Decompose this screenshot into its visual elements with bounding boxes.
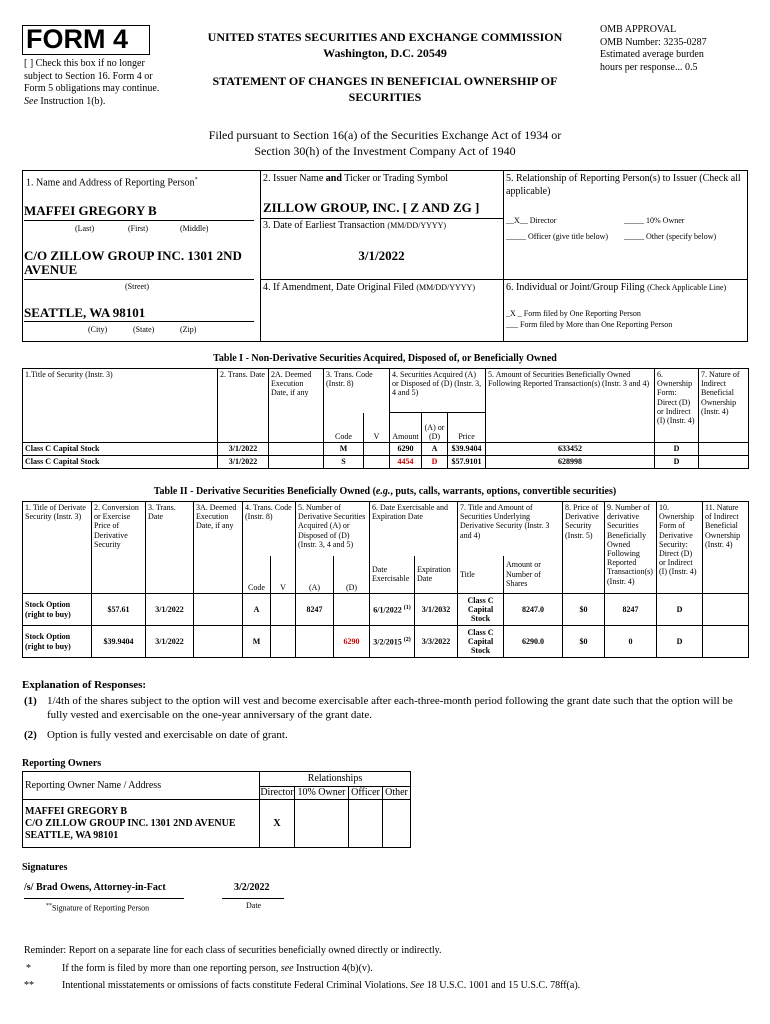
table-row: Stock Option (right to buy) $57.61 3/1/2022 A 8247 6/1/2022 $^{(1)}$ 3/1/2032 Class C Capital Stock 8247.0 $0 8247 D bbox=[23, 594, 749, 626]
owners-h-director: Director bbox=[260, 787, 294, 798]
signature-date: 3/2/2022 bbox=[234, 882, 270, 893]
footnote-double-star: ** bbox=[24, 980, 34, 991]
t2-h3a: 3A. Deemed Execution Date, if any bbox=[194, 502, 243, 594]
t2-sh-code: Code bbox=[243, 556, 271, 594]
t2-sh-v: V bbox=[271, 556, 296, 594]
t2-sh-d: (D) bbox=[334, 556, 370, 594]
t1-h-deemed: 2A. Deemed Execution Date, if any bbox=[269, 369, 324, 443]
t1-h-code: 3. Trans. Code (Instr. 8) bbox=[324, 369, 390, 413]
officer-check: _____ Officer (give title below) bbox=[506, 232, 609, 241]
t2-h2: 2. Conversion or Exercise Price of Derivative Security bbox=[92, 502, 146, 594]
t1-sh-code: Code bbox=[324, 413, 364, 443]
footnote-1-number: (1) bbox=[24, 695, 37, 707]
omb-approval: OMB APPROVAL OMB Number: 3235-0287 Estimated average burden hours per response... 0.5 bbox=[600, 24, 707, 73]
t2-sh-amt: Amount or Number of Shares bbox=[504, 556, 563, 594]
reporting-person-city: SEATTLE, WA 98101 bbox=[24, 305, 146, 320]
t2-sh-exp: Expiration Date bbox=[415, 556, 458, 594]
reporting-owners-title: Reporting Owners bbox=[22, 758, 102, 769]
filed-by-more: ___ Form filed by More than One Reporting Person bbox=[506, 320, 673, 329]
form-title-box bbox=[22, 25, 150, 55]
t2-h11: 11. Nature of Indirect Beneficial Ownership (Instr. 4) bbox=[703, 502, 749, 594]
t2-h3: 3. Trans. Date bbox=[146, 502, 194, 594]
footnote-2-text: Option is fully vested and exercisable on date of grant. bbox=[47, 729, 288, 741]
issuer-name: ZILLOW GROUP, INC. [ Z AND ZG ] bbox=[263, 200, 480, 215]
signer-name: /s/ Brad Owens, Attorney-in-Fact bbox=[24, 882, 166, 893]
label-city: (City) bbox=[88, 325, 108, 334]
reporting-owners-table bbox=[22, 771, 411, 848]
owners-h-relationships: Relationships bbox=[260, 772, 411, 787]
t2-h7: 7. Title and Amount of Securities Underlying Derivative Security (Instr. 3 and 4) bbox=[458, 502, 563, 556]
other-check: _____ Other (specify below) bbox=[624, 232, 717, 241]
statement-title: STATEMENT OF CHANGES IN BENEFICIAL OWNERSHIP OF SECURITIES bbox=[212, 74, 558, 104]
note-violations: Intentional misstatements or omissions of facts constitute Federal Criminal Violations. See 18 U.S.C. 1001 and 15 U.S.C. 78ff(a). bbox=[62, 980, 581, 991]
director-check: __X__ Director bbox=[506, 216, 557, 225]
table-row: Stock Option (right to buy) $39.9404 3/1/2022 M 6290 3/2/2015 $^{(2)}$ 3/3/2022 Class C Capital Stock 6290.0 $0 0 D bbox=[23, 626, 749, 658]
t2-h9: 9. Number of derivative Securities Beneficially Owned Following Reported Transaction(s) (Instr. 4) bbox=[605, 502, 657, 594]
t2-sh-a: (A) bbox=[296, 556, 334, 594]
filed-pursuant: Filed pursuant to Section 16(a) of the Securities Exchange Act of 1934 or Section 30(h) of the Investment Company Act of 1940 bbox=[208, 128, 562, 158]
filed-by-one: _X _ Form filed by One Reporting Person bbox=[506, 309, 641, 318]
t1-h-acquired: 4. Securities Acquired (A) or Disposed of (D) (Instr. 3, 4 and 5) bbox=[390, 369, 486, 413]
box6-label: 6. Individual or Joint/Group Filing (Check Applicable Line) bbox=[506, 282, 727, 293]
box3-label: 3. Date of Earliest Transaction (MM/DD/YYYY) bbox=[263, 220, 447, 231]
table-row bbox=[23, 800, 411, 848]
table1-title: Table I - Non-Derivative Securities Acquired, Disposed of, or Beneficially Owned bbox=[213, 353, 557, 364]
t1-sh-ad: (A) or (D) bbox=[422, 413, 448, 443]
owner-name: MAFFEI GREGORY B bbox=[25, 805, 128, 817]
t2-h8: 8. Price of Derivative Security (Instr. 5) bbox=[563, 502, 605, 594]
label-street: (Street) bbox=[125, 282, 149, 291]
owner-director-mark: X bbox=[260, 800, 295, 848]
form-title: FORM 4 bbox=[26, 24, 129, 54]
ten-pct-owner-check: _____ 10% Owner bbox=[624, 216, 685, 225]
box2-label: 2. Issuer Name and Ticker or Trading Symbol bbox=[263, 173, 449, 184]
t2-sh-exer: Date Exercisable bbox=[370, 556, 415, 594]
owners-h-officer: Officer bbox=[349, 787, 383, 800]
reminder: Reminder: Report on a separate line for each class of securities beneficially owned directly or indirectly. bbox=[24, 945, 442, 956]
t1-sh-amount: Amount bbox=[390, 413, 422, 443]
owners-h-ten: 10% Owner bbox=[295, 787, 349, 800]
t1-h-date: 2. Trans. Date bbox=[218, 369, 269, 443]
signatures-title: Signatures bbox=[22, 862, 68, 873]
box1-label: 1. Name and Address of Reporting Person* bbox=[26, 177, 198, 189]
table-row: Class C Capital Stock 3/1/2022 S 4454 D $57.9101 628998 D bbox=[23, 456, 749, 469]
label-last: (Last) bbox=[75, 224, 95, 233]
label-zip: (Zip) bbox=[180, 325, 197, 334]
t2-h4: 4. Trans. Code (Instr. 8) bbox=[243, 502, 296, 556]
footnote-star: * bbox=[26, 963, 31, 974]
note-multiple-persons: If the form is filed by more than one reporting person, see Instruction 4(b)(v). bbox=[62, 963, 373, 974]
footnote-1-text: 1/4th of the shares subject to the option will vest and become exercisable after each-three-month period following the grant date such that the option will be fully vested and exercisable on the one-year anniversary of the grant date. bbox=[47, 695, 733, 722]
owners-h-other: Other bbox=[383, 787, 411, 800]
reporting-person-name: MAFFEI GREGORY B bbox=[24, 203, 157, 218]
footnote-2-number: (2) bbox=[24, 729, 37, 741]
owner-address: C/O ZILLOW GROUP INC. 1301 2ND AVENUE bbox=[25, 817, 236, 829]
table2-title: Table II - Derivative Securities Beneficially Owned (e.g., puts, calls, warrants, options, convertible securities) bbox=[153, 486, 617, 497]
t2-h5: 5. Number of Derivative Securities Acquired (A) or Disposed of (D) (Instr. 3, 4 and 5) bbox=[296, 502, 370, 556]
explanation-title: Explanation of Responses: bbox=[22, 679, 147, 691]
signature-label: **Signature of Reporting Person bbox=[46, 903, 150, 913]
agency-name: UNITED STATES SECURITIES AND EXCHANGE COMMISSION Washington, D.C. 20549 bbox=[207, 30, 563, 60]
label-middle: (Middle) bbox=[180, 224, 209, 233]
owners-h-name: Reporting Owner Name / Address bbox=[23, 772, 260, 800]
t2-sh-title: Title bbox=[458, 556, 504, 594]
label-state: (State) bbox=[133, 325, 155, 334]
t1-h-title: 1.Title of Security (Instr. 3) bbox=[23, 369, 218, 443]
t2-h1: 1. Title of Derivate Security (Instr. 3) bbox=[23, 502, 92, 594]
table2-derivative bbox=[22, 501, 749, 658]
reporting-person-address: C/O ZILLOW GROUP INC. 1301 2ND AVENUE bbox=[24, 248, 242, 278]
table-row: Class C Capital Stock 3/1/2022 M 6290 A $39.9404 633452 D bbox=[23, 443, 749, 456]
t1-sh-v: V bbox=[364, 413, 390, 443]
label-first: (First) bbox=[128, 224, 148, 233]
t1-h-nature: 7. Nature of Indirect Beneficial Ownership (Instr. 4) bbox=[699, 369, 749, 443]
t2-h6: 6. Date Exercisable and Expiration Date bbox=[370, 502, 458, 556]
box5-label: 5. Relationship of Reporting Person(s) to Issuer (Check all applicable) bbox=[506, 173, 741, 197]
earliest-transaction-date: 3/1/2022 bbox=[358, 248, 405, 263]
t2-h10: 10. Ownership Form of Derivative Security: Direct (D) or Indirect (I) (Instr. 4) bbox=[657, 502, 703, 594]
table1-non-derivative bbox=[22, 368, 749, 469]
t1-h-ownership-form: 6. Ownership Form: Direct (D) or Indirect (I) (Instr. 4) bbox=[655, 369, 699, 443]
t1-h-amount-owned: 5. Amount of Securities Beneficially Owned Following Reported Transaction(s) (Instr. 3 and 4) bbox=[486, 369, 655, 443]
checkbox-notice: [ ] Check this box if no longer subject to Section 16. Form 4 or Form 5 obligations may continue. See Instruction 1(b). bbox=[24, 58, 160, 107]
box4-label: 4. If Amendment, Date Original Filed (MM/DD/YYYY) bbox=[263, 282, 475, 293]
date-label: Date bbox=[246, 901, 262, 910]
t1-sh-price: Price bbox=[448, 413, 486, 443]
owner-city: SEATTLE, WA 98101 bbox=[25, 829, 119, 841]
